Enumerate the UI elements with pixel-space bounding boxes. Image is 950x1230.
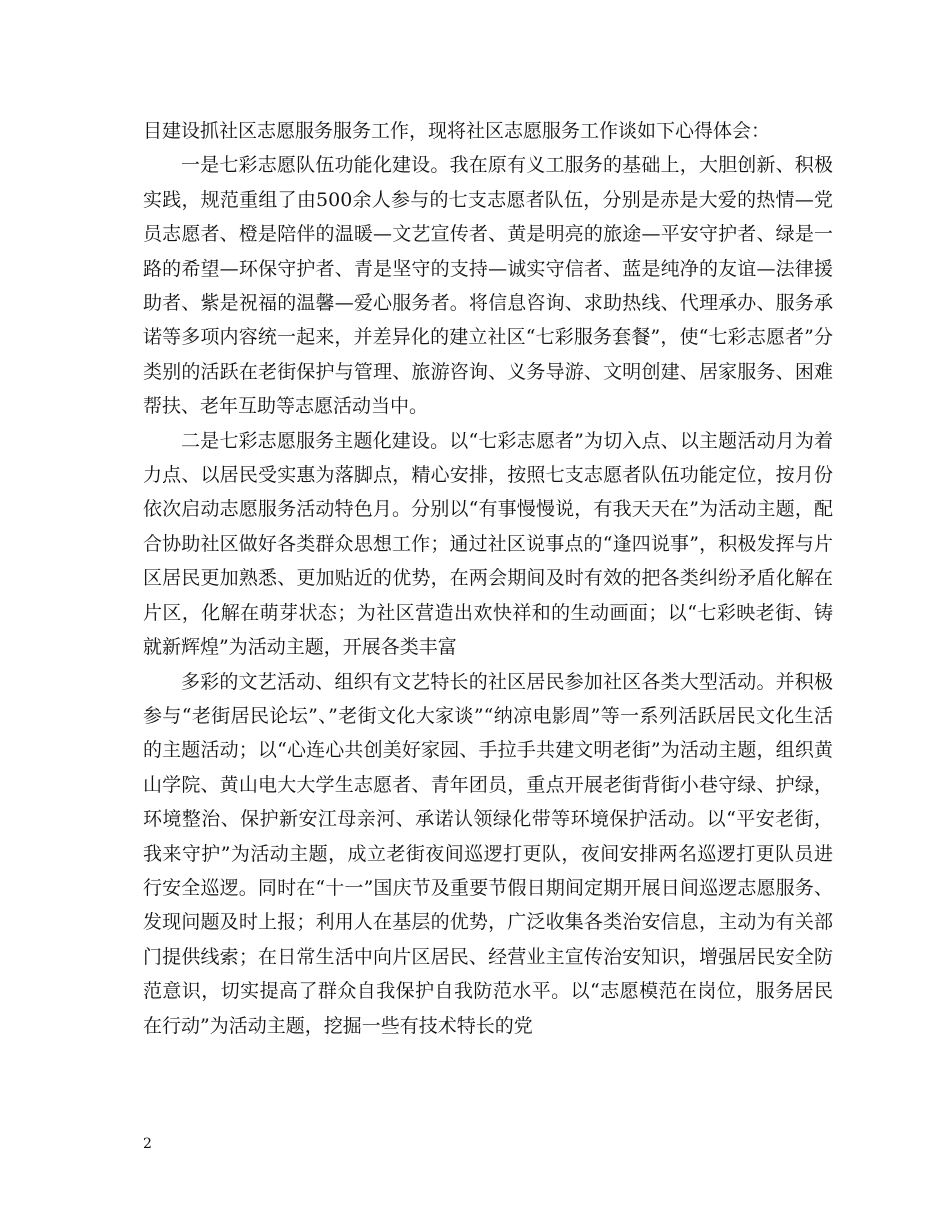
page-number: 2 [143,1136,152,1152]
paragraph-activities: 多彩的文艺活动、组织有文艺特长的社区居民参加社区各类大型活动。并积极参与“老街居民论坛”、”老街文化大家谈”“纳凉电影周”等一系列活跃居民文化生活的主题活动；以“心连心共创美好家园、手拉手共建文明老街”为活动主题，组织黄山学院、黄山电大大学生志愿者、青年团员，重点开展老街背街小巷守绿、护绿，环境整治、保护新安江母亲河、承诺认领绿化带等环境保护活动。以“平安老街，我来守护”为活动主题，成立老街夜间巡逻打更队，夜间安排两名巡逻打更队员进行安全巡逻。同时在“十一”国庆节及重要节假日期间定期开展日间巡逻志愿服务、发现问题及时上报；利用人在基层的优势，广泛收集各类治安信息，主动为有关部门提供线索；在日常生活中向片区居民、经营业主宣传治安知识，增强居民安全防范意识，切实提高了群众自我保护自我防范水平。以“志愿模范在岗位，服务居民在行动”为活动主题，挖掘一些有技术特长的党 [143,670,833,1037]
paragraph-theme-building: 二是七彩志愿服务主题化建设。以“七彩志愿者”为切入点、以主题活动月为着力点、以居民受实惠为落脚点，精心安排，按照七支志愿者队伍功能定位，按月份依次启动志愿服务活动特色月。分别以“有事慢慢说，有我天天在”为活动主题，配合协助社区做好各类群众思想工作；通过社区说事点的“逢四说事”，积极发挥与片区居民更加熟悉、更加贴近的优势，在两会期间及时有效的把各类纠纷矛盾化解在片区，化解在萌芽状态；为社区营造出欢快祥和的生动画面；以“七彩映老街、铸就新辉煌”为活动主题，开展各类丰富 [143,429,833,659]
paragraph-continuation: 目建设抓社区志愿服务服务工作，现将社区志愿服务工作谈如下心得体会： [143,120,771,142]
paragraph-team-building: 一是七彩志愿队伍功能化建设。我在原有义工服务的基础上，大胆创新、积极实践，规范重组了由500余人参与的七支志愿者队伍，分别是赤是大爱的热情—党员志愿者、橙是陪伴的温暖—文艺宣传者、黄是明亮的旅途—平安守护者、绿是一路的希望—环保守护者、青是坚守的支持—诚实守信者、蓝是纯净的友谊—法律援助者、紫是祝福的温馨—爱心服务者。将信息咨询、求助热线、代理承办、服务承诺等多项内容统一起来，并差异化的建立社区“七彩服务套餐”，使“七彩志愿者”分类别的活跃在老街保护与管理、旅游咨询、义务导游、文明创建、居家服务、困难帮扶、老年互助等志愿活动当中。 [143,154,833,418]
document-body [143,114,833,1043]
